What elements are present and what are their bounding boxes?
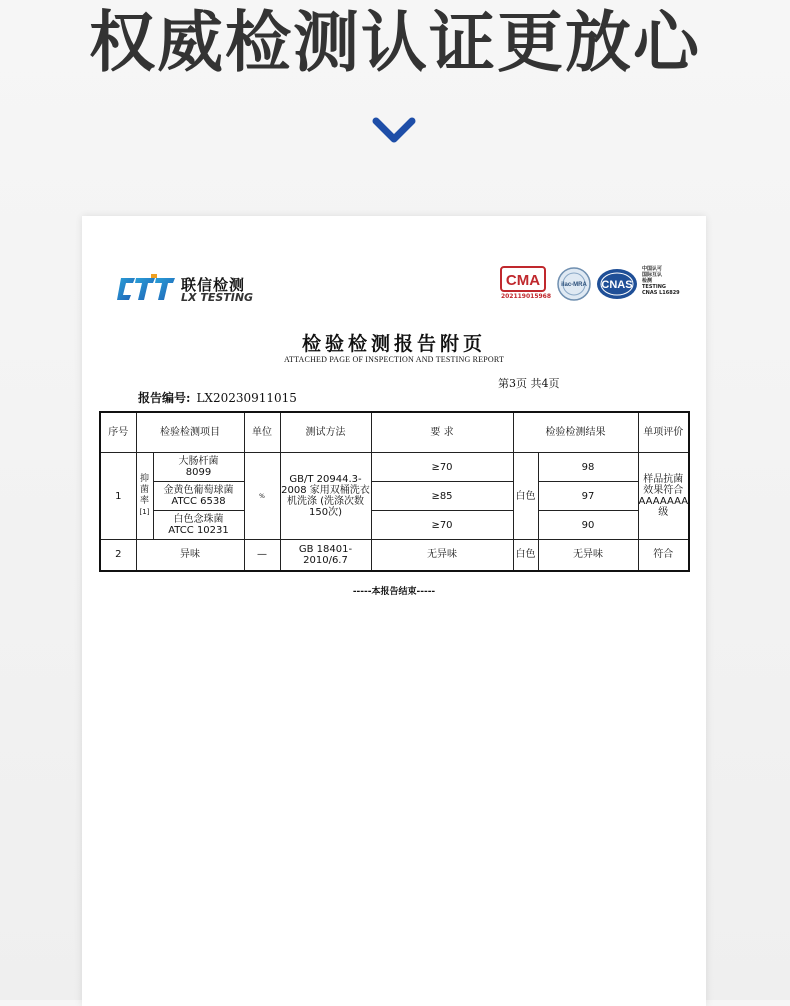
table-row [100, 453, 689, 482]
row1-sub1-requirement: ≥70 [371, 453, 513, 482]
row2-result: 无异味 [538, 540, 638, 571]
row2-method: GB 18401-2010/6.7 [280, 540, 371, 571]
row2-item: 异味 [136, 540, 244, 571]
svg-text:CNAS: CNAS [601, 279, 633, 291]
row1-sub2-result: 97 [538, 482, 638, 511]
row2-seq: 2 [100, 540, 136, 571]
company-logo [115, 272, 255, 306]
row1-sub2-item: 金黄色葡萄球菌 ATCC 6538 [153, 482, 244, 511]
cma-number: 202119015968 [500, 293, 552, 300]
banner-headline: 权威检测认证更放心 [89, 4, 701, 81]
table-row [100, 511, 689, 540]
row2-requirement: 无异味 [371, 540, 513, 571]
row1-sub2-requirement: ≥85 [371, 482, 513, 511]
row1-sub3-result: 90 [538, 511, 638, 540]
svg-text:ilac-MRA: ilac-MRA [561, 282, 587, 288]
row1-method: GB/T 20944.3-2008 家用双桶洗衣机洗涤 (洗涤次数150次) [280, 453, 371, 540]
row1-unit: % [244, 453, 280, 540]
report-page [82, 216, 706, 1006]
company-name-cn: 联信检测 [181, 276, 246, 294]
report-number-label: 报告编号: [138, 391, 191, 405]
row1-sub1-item: 大肠杆菌 8099 [153, 453, 244, 482]
row1-sub3-item: 白色念珠菌 ATCC 10231 [153, 511, 244, 540]
chevron-down-icon [372, 115, 416, 145]
header-evaluation: 单项评价 [638, 412, 689, 453]
row2-color: 白色 [513, 540, 538, 571]
header-seq: 序号 [100, 412, 136, 453]
row1-seq: 1 [100, 453, 136, 540]
svg-text:CMA: CMA [505, 272, 541, 289]
results-table [99, 411, 690, 572]
row1-evaluation: 样品抗菌效果符合AAAAAAA级 [638, 453, 689, 540]
row1-color: 白色 [513, 453, 538, 540]
row2-unit: — [244, 540, 280, 571]
report-subtitle: ATTACHED PAGE OF INSPECTION AND TESTING REPORT [283, 355, 505, 364]
report-number [138, 389, 297, 406]
cnas-logo-icon [596, 267, 638, 301]
table-row [100, 540, 689, 571]
certification-marks [498, 266, 678, 306]
cnas-caption: 中国认可 国际互认 检测 TESTING CNAS L16829 [642, 266, 680, 296]
table-header-row [100, 412, 689, 453]
row1-sub3-requirement: ≥70 [371, 511, 513, 540]
cma-logo-icon [500, 266, 546, 292]
cma-mark [498, 266, 552, 304]
header-requirement: 要 求 [371, 412, 513, 453]
company-name-en: LX TESTING [181, 291, 254, 304]
page-info: 第3页 共4页 [498, 377, 560, 390]
header-unit: 单位 [244, 412, 280, 453]
report-end-note: -----本报告结束----- [352, 587, 436, 597]
report-title: 检验检测报告附页 [301, 333, 486, 355]
table-row [100, 482, 689, 511]
header-item: 检验检测项目 [136, 412, 244, 453]
lxt-logo-icon [115, 272, 177, 306]
report-number-value: LX20230911015 [196, 391, 297, 405]
row1-group-label: 抑 菌 率 [1] [136, 453, 153, 540]
ilac-mra-icon [556, 266, 592, 302]
row1-sub1-result: 98 [538, 453, 638, 482]
row2-evaluation: 符合 [638, 540, 689, 571]
header-result: 检验检测结果 [513, 412, 638, 453]
header-method: 测试方法 [280, 412, 371, 453]
